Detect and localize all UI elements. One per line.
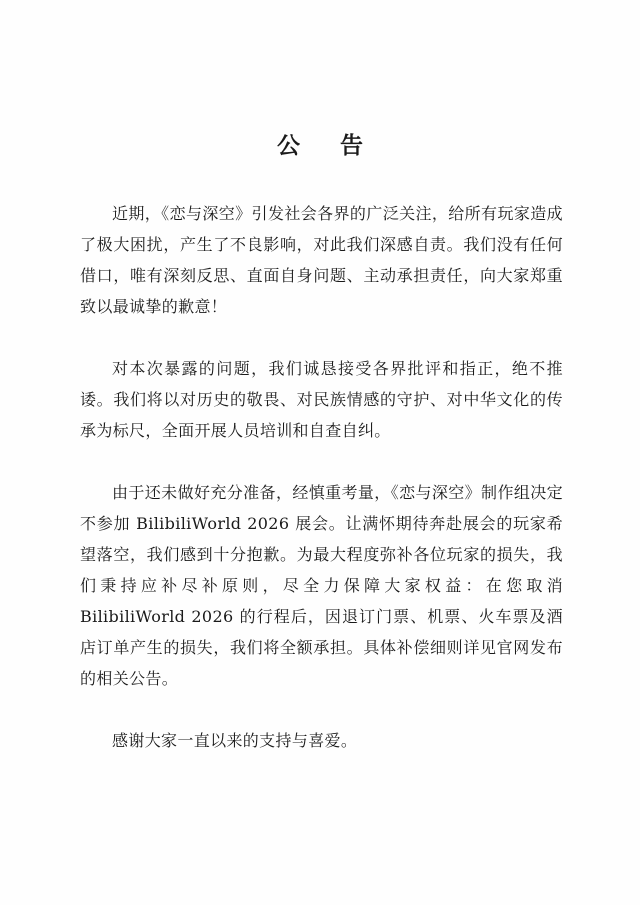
document-body [80, 198, 563, 787]
paragraph-apology: 近期，《恋与深空》引发社会各界的广泛关注，给所有玩家造成了极大困扰，产生了不良影响，对此我们深感自责。我们没有任何借口，唯有深刻反思、直面自身问题、主动承担责任，向大家郑重致以最诚挚的歉意！ [80, 204, 563, 316]
paragraph-thanks: 感谢大家一直以来的支持与喜爱。 [112, 731, 358, 750]
paragraph-event-cancellation: 由于还未做好充分准备，经慎重考量，《恋与深空》制作组决定不参加 BilibiliWorld 2026 展会。让满怀期待奔赴展会的玩家希望落空，我们感到十分抱歉。为最大程度弥补各位玩家的损失，我们秉持应补尽补原则，尽全力保障大家权益：在您取消 BilibiliWorld 2026 的行程后，因退订门票、机票、火车票及酒店订单产生的损失，我们将全额承担。具体补偿细则详见官网发布的相关公告。 [80, 483, 563, 688]
paragraph-accept-criticism: 对本次暴露的问题，我们诚恳接受各界批评和指正，绝不推诿。我们将以对历史的敬畏、对民族情感的守护、对中华文化的传承为标尺，全面开展人员培训和自查自纠。 [80, 359, 563, 440]
document-title: 公 告 [276, 132, 379, 159]
